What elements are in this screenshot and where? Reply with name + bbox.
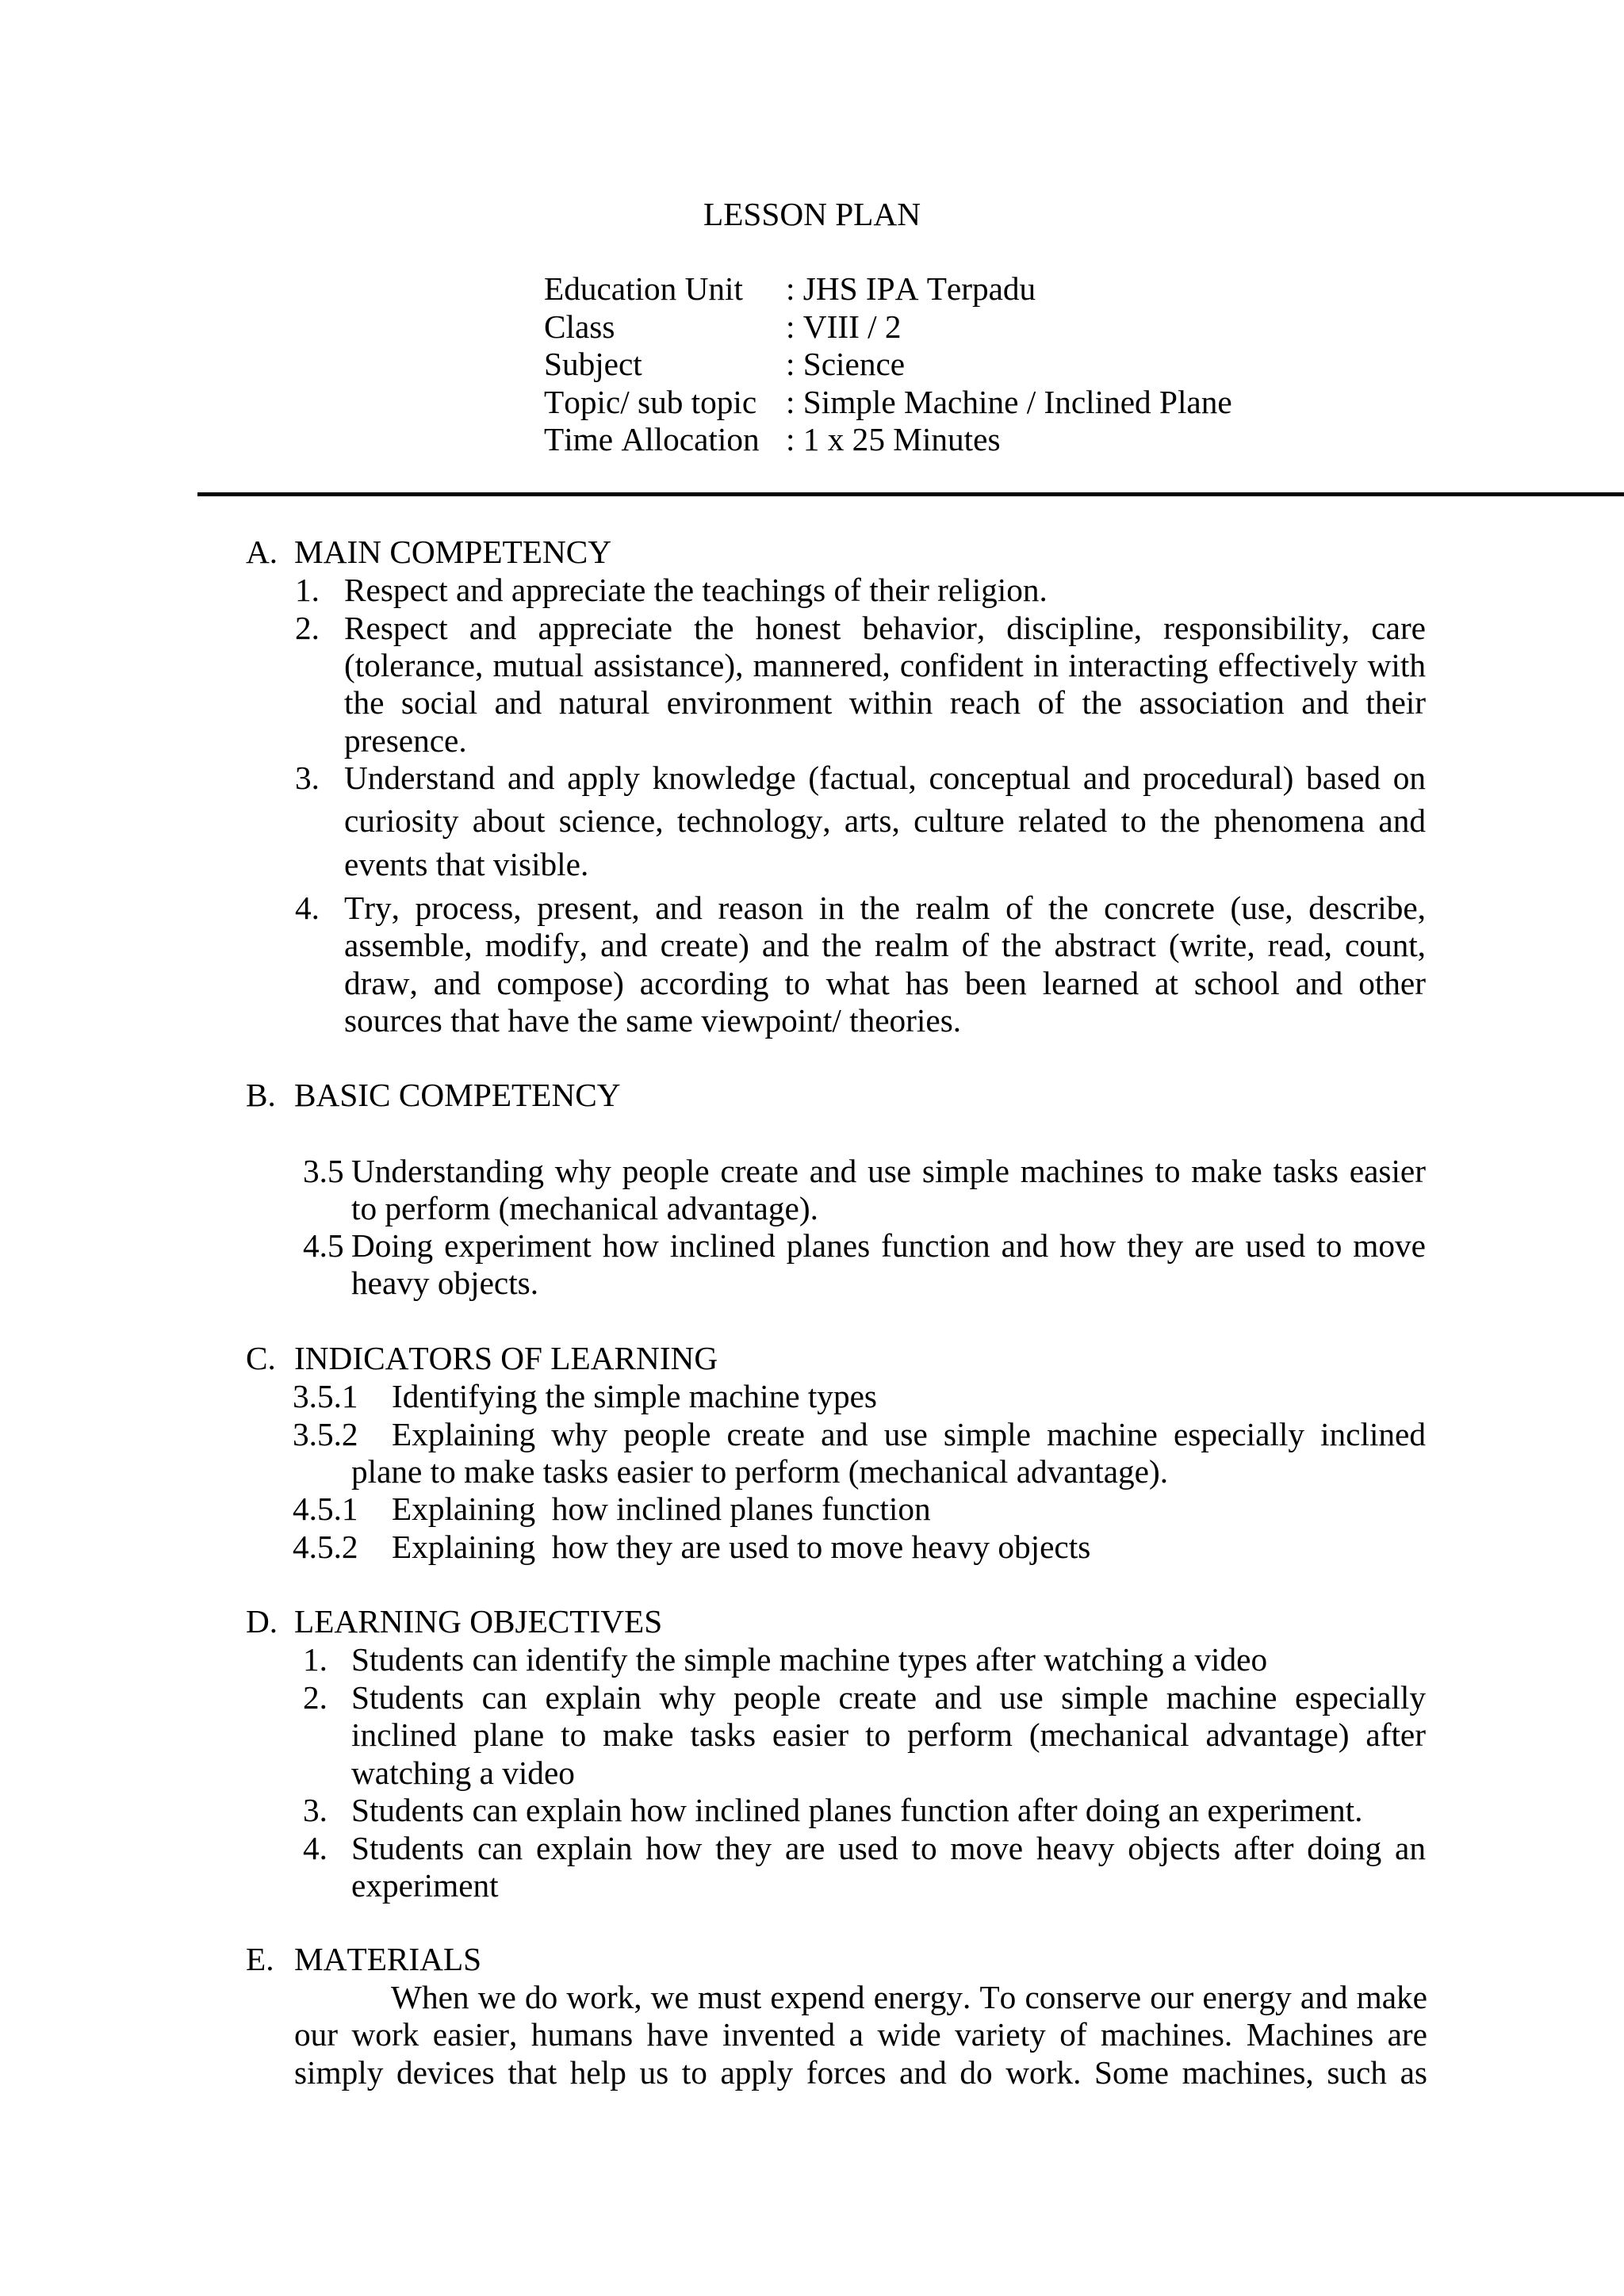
- competency-text: Understanding why people create and use simple machines to make tasks easier to perform (mechanical advantage).: [351, 1153, 1426, 1227]
- list-item-text: Understand and apply knowledge (factual, conceptual and procedural) based on curiosity about science, technology, arts, culture related to the phenomena and events that visible.: [344, 759, 1426, 882]
- objective-text: Students can explain how they are used to move heavy objects after doing an experiment: [351, 1830, 1426, 1904]
- section-a-heading: MAIN COMPETENCY: [294, 534, 612, 570]
- list-item-number: 1.: [295, 572, 320, 608]
- info-value-class: : VIII / 2: [786, 308, 902, 345]
- list-item-text: Try, process, present, and reason in the realm of the concrete (use, describe, assemble, modify, and create) and the realm of the abstract (write, read, count, draw, and compose) according to what has been learned at school and other sources that have the same viewpoint/ theories.: [344, 890, 1426, 1039]
- section-c-letter: C.: [246, 1340, 276, 1376]
- objective-number: 4.: [303, 1830, 327, 1866]
- competency-text: Doing experiment how inclined planes function and how they are used to move heavy objects.: [351, 1227, 1426, 1302]
- section-b-letter: B.: [246, 1077, 276, 1113]
- list-item-number: 2.: [295, 609, 320, 646]
- indicator-number: 4.5.2: [293, 1529, 358, 1565]
- section-a-letter: A.: [246, 534, 278, 570]
- objective-number: 1.: [303, 1641, 327, 1678]
- objective-number: 2.: [303, 1679, 327, 1716]
- indicator-text: Identifying the simple machine types: [392, 1378, 877, 1414]
- indicator-text: Explaining how inclined planes function: [392, 1490, 931, 1527]
- section-e-heading: MATERIALS: [294, 1941, 482, 1977]
- list-item-text: Respect and appreciate the honest behavior, discipline, responsibility, care (tolerance, mutual assistance), mannered, confident in interacting effectively with the social and natural environment within reach of the association and their presence.: [344, 609, 1426, 759]
- info-label-topic: Topic/ sub topic: [544, 383, 757, 420]
- info-label-class: Class: [544, 308, 615, 345]
- list-item-text: Respect and appreciate the teachings of their religion.: [344, 572, 1048, 608]
- header-divider: [197, 492, 1624, 496]
- objective-text: Students can identify the simple machine types after watching a video: [351, 1641, 1268, 1678]
- info-value-subject: : Science: [786, 346, 906, 382]
- competency-number: 3.5: [303, 1153, 344, 1189]
- materials-paragraph: When we do work, we must expend energy. To conserve our energy and make our work easier, humans have invented a wide variety of machines. Machines are simply devices that help us to apply forces and do work. Some machines, such as: [294, 1979, 1427, 2091]
- competency-number: 4.5: [303, 1227, 344, 1264]
- document-title: LESSON PLAN: [703, 196, 921, 232]
- list-item-number: 3.: [295, 759, 320, 796]
- info-label-time-allocation: Time Allocation: [544, 421, 760, 457]
- info-label-subject: Subject: [544, 346, 642, 382]
- indicator-number: 3.5.1: [293, 1378, 358, 1414]
- indicator-text: Explaining why people create and use simple machine especially inclined plane to make tasks easier to perform (mechanical advantage).: [351, 1416, 1426, 1490]
- info-label-education-unit: Education Unit: [544, 270, 743, 307]
- section-c-heading: INDICATORS OF LEARNING: [294, 1340, 718, 1376]
- indicator-number: 4.5.1: [293, 1490, 358, 1527]
- objective-text: Students can explain why people create and use simple machine especially inclined plane to make tasks easier to perform (mechanical advantage) after watching a video: [351, 1679, 1426, 1791]
- objective-text: Students can explain how inclined planes function after doing an experiment.: [351, 1792, 1363, 1828]
- list-item-number: 4.: [295, 890, 320, 926]
- indicator-number: 3.5.2: [293, 1416, 358, 1452]
- info-value-education-unit: : JHS IPA Terpadu: [786, 270, 1036, 307]
- section-e-letter: E.: [246, 1941, 274, 1977]
- objective-number: 3.: [303, 1792, 327, 1828]
- section-d-letter: D.: [246, 1603, 278, 1640]
- info-value-topic: : Simple Machine / Inclined Plane: [786, 383, 1232, 420]
- indicator-text: Explaining how they are used to move heavy objects: [392, 1529, 1091, 1565]
- section-b-heading: BASIC COMPETENCY: [294, 1077, 621, 1113]
- section-d-heading: LEARNING OBJECTIVES: [294, 1603, 663, 1640]
- info-value-time-allocation: : 1 x 25 Minutes: [786, 421, 1001, 457]
